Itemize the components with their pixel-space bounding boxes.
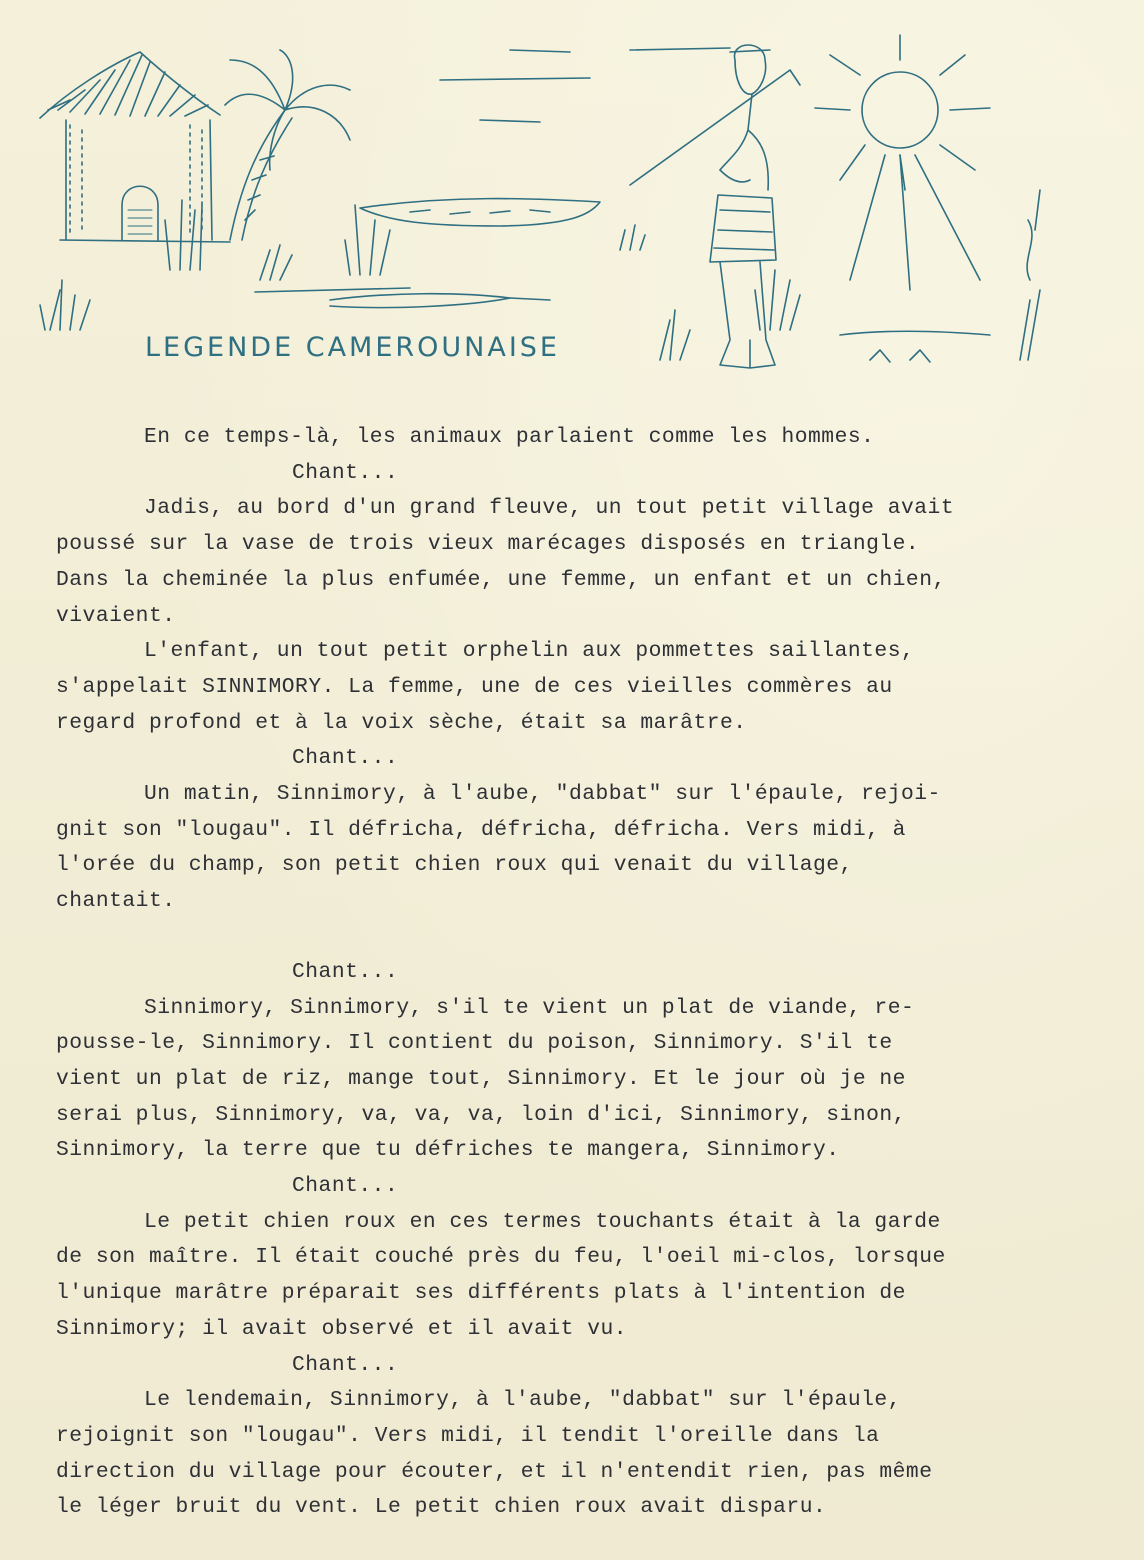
sun-icon [815, 35, 990, 362]
paragraph-start: Jadis, au bord d'un grand fleuve, un tout petit village avait [144, 496, 955, 521]
paragraph-start: L'enfant, un tout petit orphelin aux pommettes saillantes, [144, 639, 915, 664]
text-line: le léger bruit du vent. Le petit chien roux avait disparu. [56, 1495, 827, 1520]
text-line: direction du village pour écouter, et il n'entendit rien, pas même [56, 1459, 933, 1484]
chant-marker: Chant... [292, 959, 399, 984]
farmer-with-hoe-icon [630, 45, 800, 368]
text-line: l'orée du champ, son petit chien roux qui venait du village, [56, 853, 853, 878]
text-line: poussé sur la vase de trois vieux marécages disposés en triangle. [56, 532, 920, 557]
text-line: vivaient. [56, 603, 176, 628]
paragraph-start: En ce temps-là, les animaux parlaient comme les hommes. [144, 425, 875, 449]
chant-marker: Chant... [292, 1352, 399, 1377]
text-line: de son maître. Il était couché près du feu, l'oeil mi-clos, lorsque [56, 1245, 946, 1270]
text-line: Dans la cheminée la plus enfumée, une femme, un enfant et un chien, [56, 567, 946, 592]
text-line: Sinnimory, la terre que tu défriches te mangera, Sinnimory. [56, 1138, 840, 1163]
palm-tree-icon [225, 50, 350, 240]
text-line: rejoignit son "lougau". Vers midi, il tendit l'oreille dans la [56, 1423, 880, 1448]
text-line: s'appelait SINNIMORY. La femme, une de ces vieilles commères au [56, 674, 893, 699]
text-line: serai plus, Sinnimory, va, va, va, loin d'ici, Sinnimory, sinon, [56, 1102, 906, 1127]
text-line: vient un plat de riz, mange tout, Sinnimory. Et le jour où je ne [56, 1066, 906, 1091]
text-line: regard profond et à la voix sèche, était sa marâtre. [56, 710, 747, 735]
paragraph-start: Sinnimory, Sinnimory, s'il te vient un plat de viande, re- [144, 995, 915, 1020]
chant-marker: Chant... [292, 1174, 399, 1199]
story-text [56, 420, 1056, 1526]
paragraph-start: Le lendemain, Sinnimory, à l'aube, "dabbat" sur l'épaule, [144, 1388, 901, 1413]
text-line: chantait. [56, 889, 176, 914]
text-line: pousse-le, Sinnimory. Il contient du poison, Sinnimory. S'il te [56, 1031, 893, 1056]
paragraph-gap [56, 920, 1056, 955]
chant-marker: Chant... [292, 746, 399, 771]
page-title: LEGENDE CAMEROUNAISE [145, 332, 560, 363]
chant-marker: Chant... [292, 460, 399, 485]
text-line: l'unique marâtre préparait ses différents plats à l'intention de [56, 1281, 906, 1306]
paragraph-start: Un matin, Sinnimory, à l'aube, "dabbat" sur l'épaule, rejoi- [144, 782, 941, 807]
paragraph-start: Le petit chien roux en ces termes touchants était à la garde [144, 1209, 941, 1234]
text-line: gnit son "lougau". Il défricha, défricha, défricha. Vers midi, à [56, 817, 906, 842]
text-line: Sinnimory; il avait observé et il avait vu. [56, 1316, 628, 1341]
river-icon [255, 48, 730, 308]
